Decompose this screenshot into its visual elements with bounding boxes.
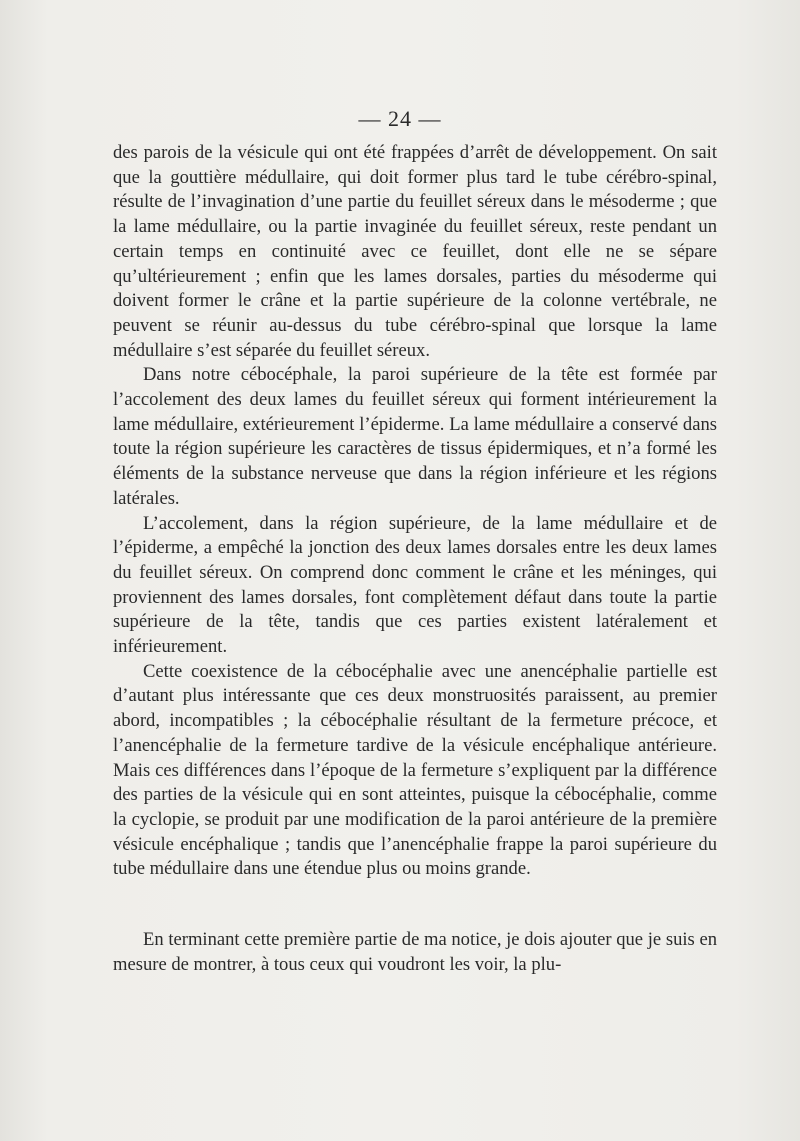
paragraph-3: L’accolement, dans la région supérieure, de la lame médullaire et de l’épiderme, a empêché la jonction des deux lames dorsales entre les deux lames du feuillet séreux. On comprend donc comment le crâne et les méninges, qui proviennent des lames dorsales, font complètement défaut dans toute la partie supérieure de la tête, tandis que ces parties existent latéralement et inférieurement. bbox=[113, 512, 717, 658]
body-text bbox=[113, 141, 717, 978]
paragraph-2: Dans notre cébocéphale, la paroi supérieure de la tête est formée par l’accolement des deux lames du feuillet séreux qui forment intérieurement la lame médullaire, extérieurement l’épiderme. La lame médullaire a conservé dans toute la région supérieure les caractères de tissus épidermiques, et n’a formé les éléments de la substance nerveuse que dans la région inférieure et les régions latérales. bbox=[113, 364, 717, 509]
paragraph-1: des parois de la vésicule qui ont été frappées d’arrêt de développement. On sait que la gouttière médullaire, qui doit former plus tard le tube cérébro-spinal, résulte de l’invagination d’une partie du feuillet séreux dans le mésoderme ; que la lame médullaire, ou la partie invaginée du feuillet séreux, reste pendant un certain temps en continuité avec ce feuillet, dont elle ne se sépare qu’ultérieurement ; enfin que les lames dorsales, parties du mésoderme qui doivent former le crâne et la partie supérieure de la colonne vertébrale, ne peuvent se réunir au-dessus du tube cérébro-spinal que lorsque la lame médullaire s’est séparée du feuillet séreux. bbox=[113, 142, 717, 361]
paragraph-4: Cette coexistence de la cébocéphalie avec une anencéphalie partielle est d’autant plus intéressante que ces deux monstruosités paraissent, au premier abord, incompatibles ; la cébocéphalie résultant de la fermeture précoce, et l’anencéphalie de la fermeture tardive de la vésicule encéphalique antérieure. Mais ces différences dans l’époque de la fermeture s’expliquent par la différence des parties de la vésicule qui en sont atteintes, puisque la cébocéphalie, comme la cyclopie, se produit par une modification de la paroi antérieure de la première vésicule encéphalique ; tandis que l’anencéphalie frappe la paroi supérieure du tube médullaire dans une étendue plus ou moins grande. bbox=[113, 660, 717, 880]
page-number: — 24 — bbox=[358, 106, 442, 131]
paragraph-5: En terminant cette première partie de ma notice, je dois ajouter que je suis en mesure de montrer, à tous ceux qui voudront les voir, la plu- bbox=[113, 929, 717, 975]
